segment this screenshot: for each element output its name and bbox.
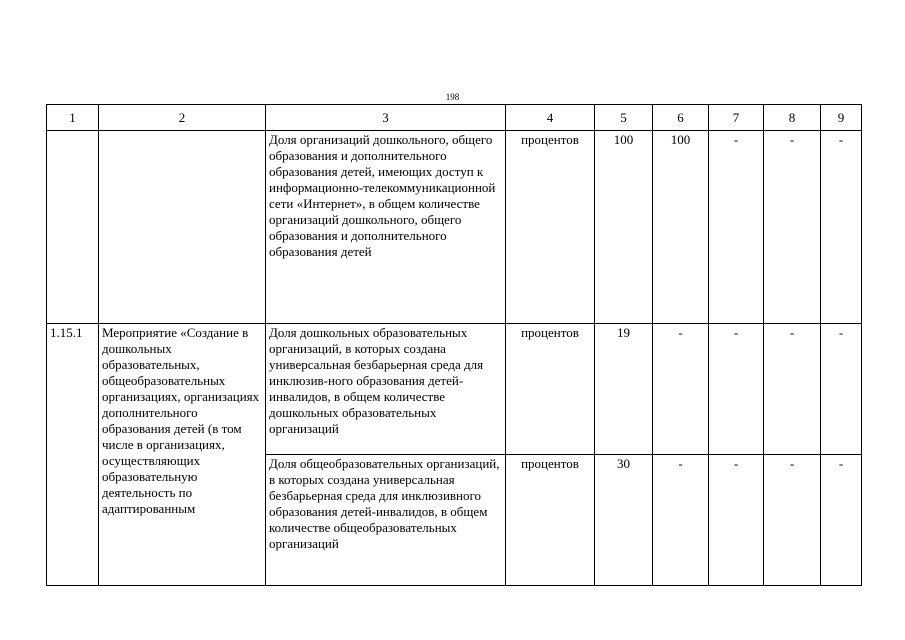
unit-cell: процентов: [506, 131, 595, 324]
header-cell: 3: [266, 105, 506, 131]
value-cell: -: [764, 455, 821, 586]
indicators-table: [46, 104, 862, 586]
value-cell: 30: [595, 455, 653, 586]
header-cell: 2: [99, 105, 266, 131]
row-number-cell: [47, 131, 99, 324]
header-cell: 7: [709, 105, 764, 131]
value-cell: -: [653, 324, 709, 455]
value-cell: -: [709, 324, 764, 455]
table-row: [47, 324, 862, 455]
table-header-row: [47, 105, 862, 131]
value-cell: -: [821, 455, 862, 586]
header-cell: 4: [506, 105, 595, 131]
indicator-cell: Доля общеобразовательных организаций, в которых создана универсальная безбарьерная среда для инклюзивного образования детей-инвалидов, в общем количестве общеобразовательных организаций: [266, 455, 506, 586]
value-cell: -: [764, 324, 821, 455]
page-number: 198: [445, 92, 460, 102]
unit-cell: процентов: [506, 324, 595, 455]
table-row: [47, 131, 862, 324]
value-cell: 100: [653, 131, 709, 324]
activity-cell: Мероприятие «Создание в дошкольных образовательных, общеобразовательных организациях, организациях дополнительного образования детей (в том числе в организациях, осуществляющих образовательную деятельность по адаптированным: [99, 324, 266, 586]
indicator-cell: Доля организаций дошкольного, общего образования и дополнительного образования детей, имеющих доступ к информационно-телекоммуникационной сети «Интернет», в общем количестве организаций дошкольного, общего образования и дополнительного образования детей: [266, 131, 506, 324]
header-cell: 9: [821, 105, 862, 131]
header-cell: 5: [595, 105, 653, 131]
value-cell: 19: [595, 324, 653, 455]
header-cell: 8: [764, 105, 821, 131]
value-cell: -: [709, 455, 764, 586]
row-number-cell: 1.15.1: [47, 324, 99, 586]
header-cell: 1: [47, 105, 99, 131]
value-cell: -: [821, 131, 862, 324]
value-cell: -: [709, 131, 764, 324]
header-cell: 6: [653, 105, 709, 131]
value-cell: -: [821, 324, 862, 455]
indicator-cell: Доля дошкольных образовательных организаций, в которых создана универсальная безбарьерная среда для инклюзив-ного образования детей-инвалидов, в общем количестве дошкольных образовательных организаций: [266, 324, 506, 455]
value-cell: 100: [595, 131, 653, 324]
value-cell: -: [764, 131, 821, 324]
unit-cell: процентов: [506, 455, 595, 586]
value-cell: -: [653, 455, 709, 586]
activity-cell: [99, 131, 266, 324]
